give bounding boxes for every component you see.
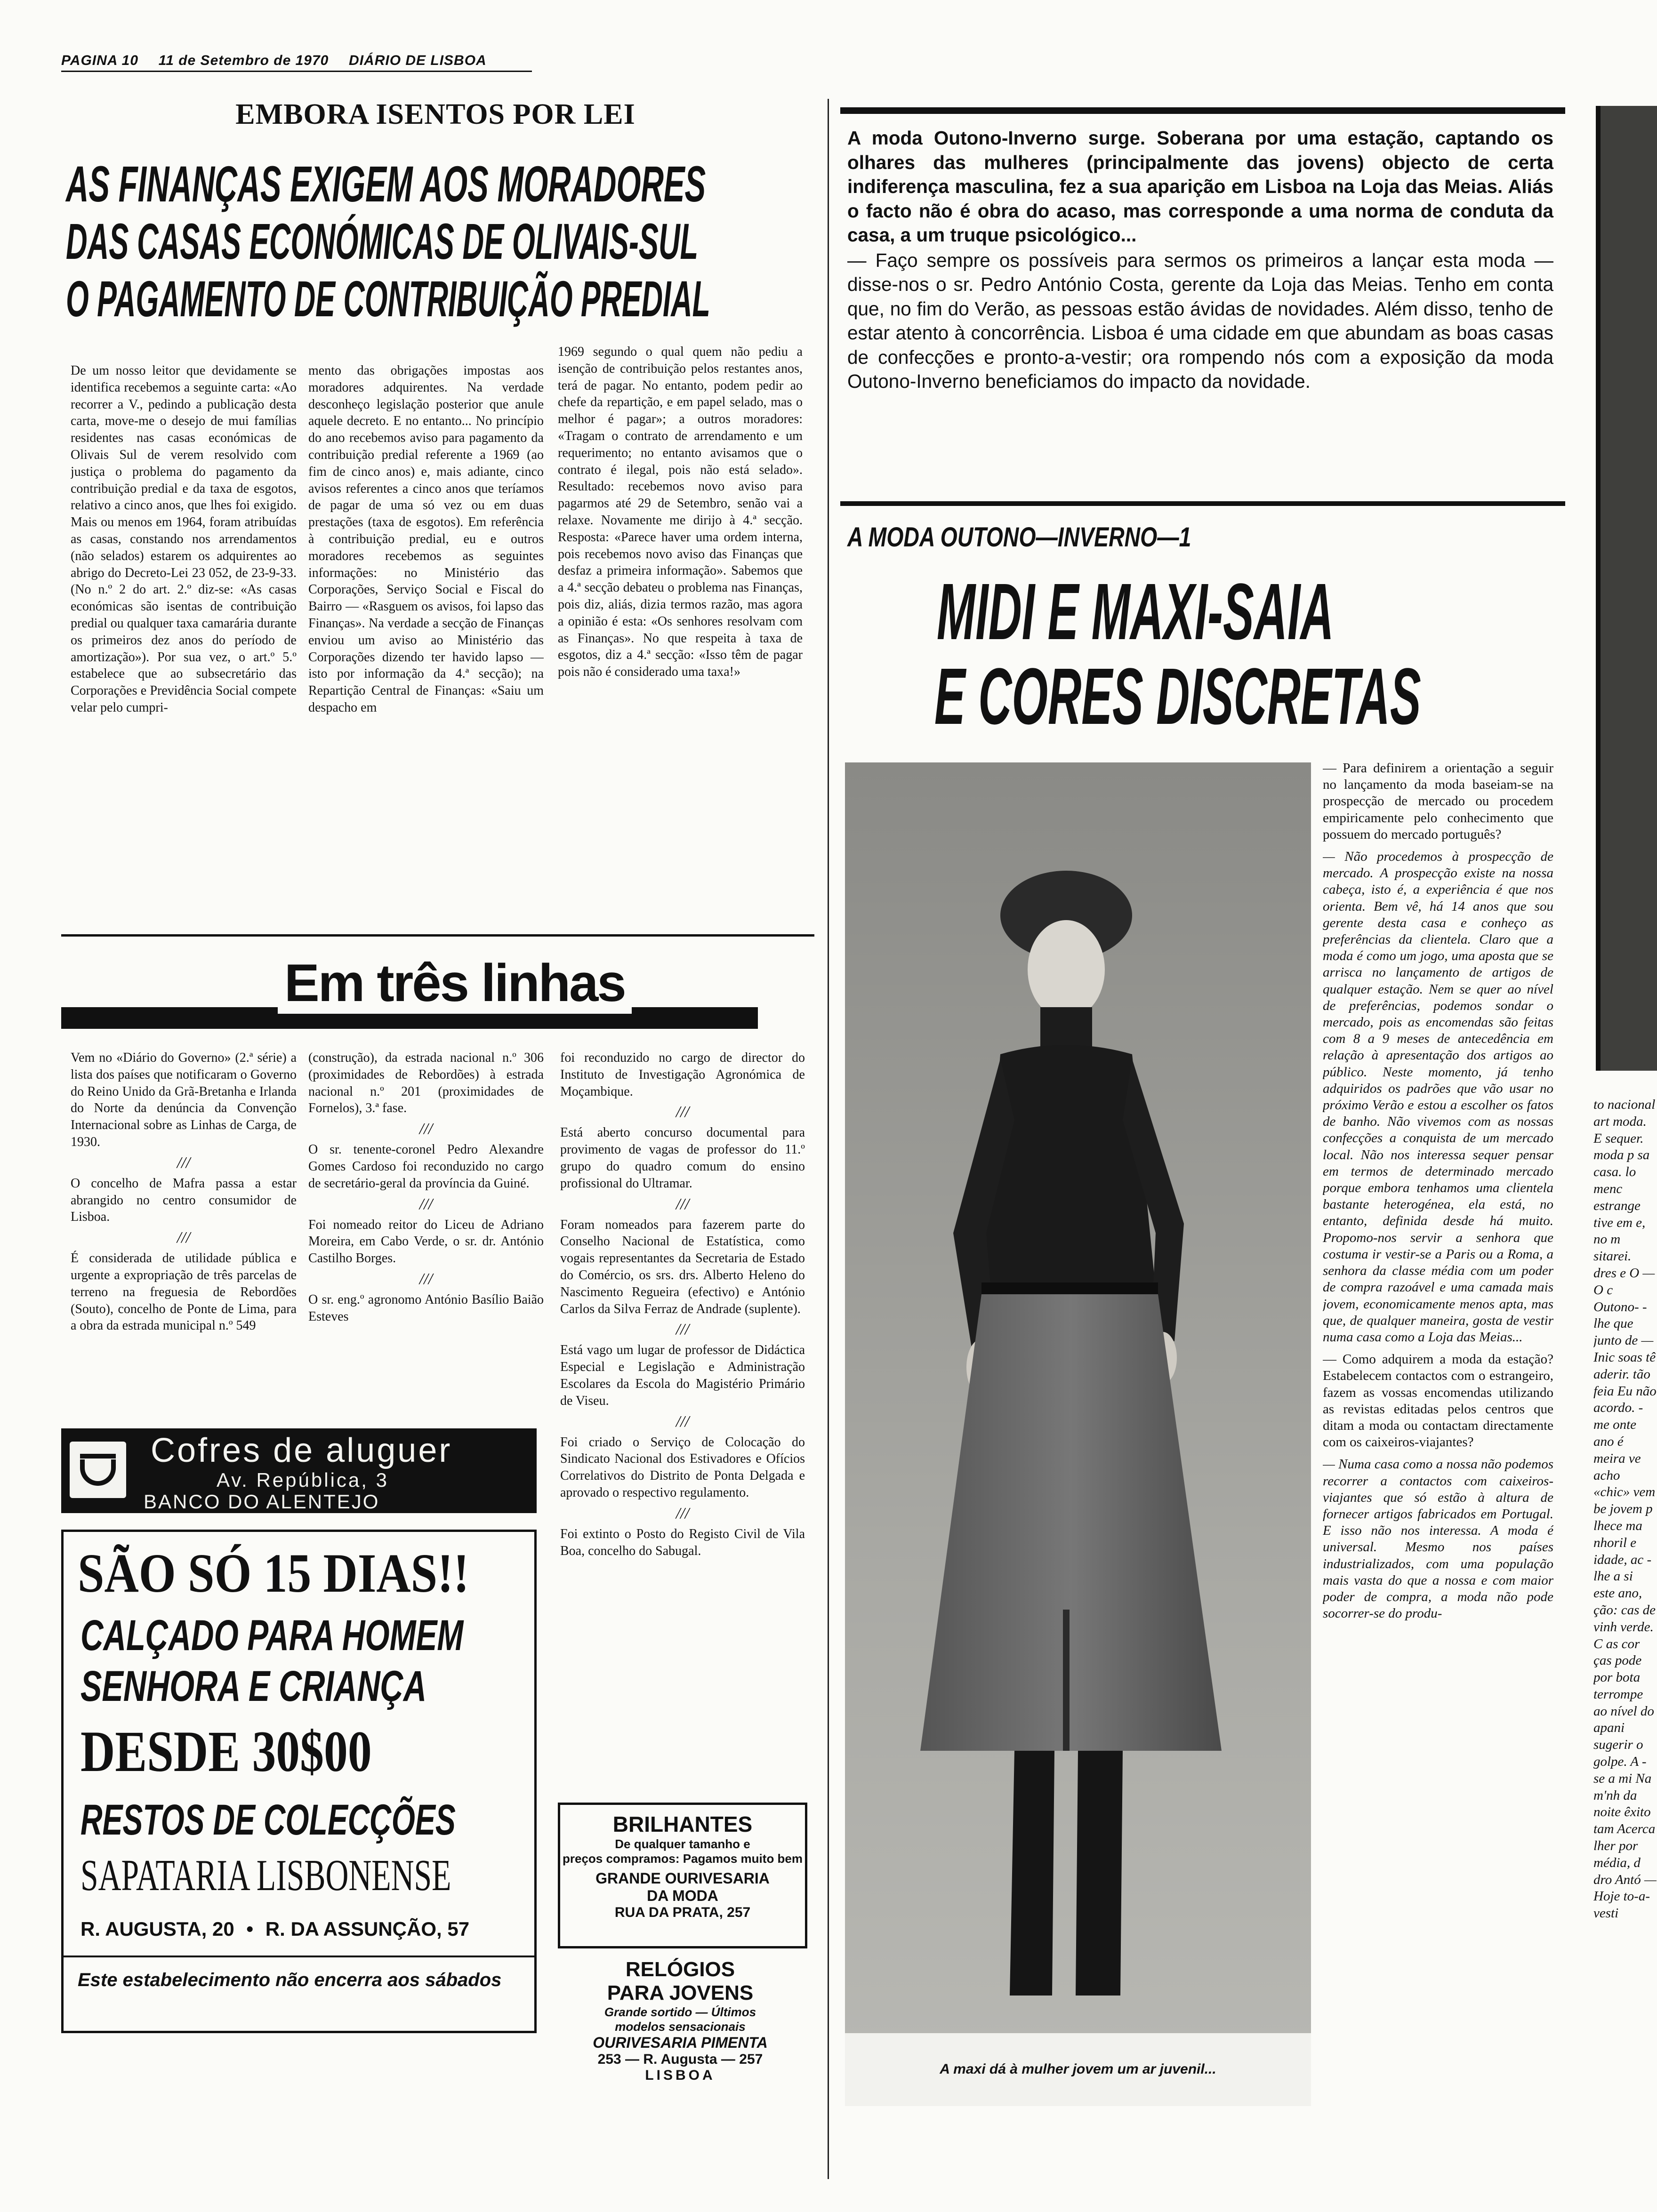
header-rule [61,71,532,72]
shoes-address-1: R. AUGUSTA, 20 [80,1918,234,1940]
fashion-photo [845,762,1311,2106]
brief-item: O concelho de Mafra passa a estar abrangido no centro consumidor de Lisboa. [71,1176,297,1225]
brief-separator: /// [676,1103,690,1121]
brilhantes-line: De qualquer tamanho e [615,1837,750,1851]
shoes-line-3: SENHORA E CRIANÇA [80,1662,427,1710]
right-intro-bold: A moda Outono-Inverno surge. Soberana por uma estação, captando os olhares das mulheres (principalmente das jovens) objecto de certa indiferença masculina, fez a sua aparição em Lisboa na Loja das Meias. Aliás o facto não é obra do acaso, mas corresponde a uma norma de conduta da casa, a um truque psicológico... [847,127,1553,246]
brief-item: O sr. tenente-coronel Pedro Alexandre Gomes Cardoso foi reconduzido no cargo de secretário-geral da província da Guiné. [308,1142,544,1191]
brief-separator: /// [676,1321,690,1338]
edge-photo [1596,106,1657,1071]
tres-linhas-col-1 [71,1050,297,1334]
ad-banco-alentejo [61,1428,537,1513]
page-date: 11 de Setembro de 1970 [158,53,329,68]
right-mid-rule [840,501,1565,506]
brief-item: Está vago um lugar de professor de Didáctica Especial e Legislação e Administração Escolares da Escola do Magistério Primário de Viseu. [560,1343,805,1408]
interview-answer: — Não procedemos à prospecção de mercado. A prospecção existe na nossa cabeça, isto é, a experiência é que nos orienta. Bem vê, há 14 anos que sou gerente desta casa e conheço as preferências da clientela. Claro que a moda é como um jogo, uma aposta que se arrisca no lançamento de artigos de qualquer estação. Nem se quer ao nível de preferências, podemos sondar o mercado, pois as encomendas são feitas com 8 a 9 meses de antecedência em relação à apresentação dos artigos ao público. Neste momento, já tenho adquiridos os padrões que vão usar no próximo Verão e estou a escolher os fatos de banho. Não vivemos com as nossas confecções a conquista de um mercado local. Não nos interessa sequer pensar em termos de determinado mercado porque embora tenhamos uma clientela bastante heterogénea, ela está, no entanto, definida desde há muito. Propomo-nos servir a senhora que costuma ir vestir-se a Paris ou a Roma, a senhora da classe média com um poder de compra razoável e uma camada mais jovem, economicamente menos apta, mas que, de qualquer maneira, gosta de vestir numa casa como a Loja das Meias... [1323,849,1553,1345]
bank-line-2: Av. República, 3 [217,1469,389,1491]
brief-item: O sr. eng.º agronomo António Basílio Baião Esteves [308,1292,544,1324]
tres-linhas-col-3 [560,1050,805,1559]
headline-line-2: DAS CASAS ECONÓMICAS DE OLIVAIS-SUL [66,213,699,270]
brilhantes-line: preços compramos: Pagamos muito bem [562,1851,803,1866]
brief-item: Vem no «Diário do Governo» (2.ª série) a lista dos países que notificaram o Governo do Reino Unido da Grã-Bretanha e Irlanda do Norte da denúncia da Convenção Internacional sobre as Linhas de Carga, de 1930. [71,1050,297,1149]
shoes-footer: Este estabelecimento não encerra aos sábados [78,1970,502,1990]
brilhantes-line: RUA DA PRATA, 257 [614,1905,751,1920]
brief-item: foi reconduzido no cargo de director do Instituto de Investigação Agronómica de Moçambique. [560,1050,805,1099]
ad-relogios [558,1958,803,2099]
brief-item: (construção), da estrada nacional n.º 306 (proximidades de Rebordões) à estrada nacional n.º 201 (proximidades de Fornelos), 3.ª fase. [308,1050,544,1116]
brief-item: Foi criado o Serviço de Colocação do Sindicato Nacional dos Estivadores e Ofícios Correlativos do Distrito de Ponta Delgada e aprovado o respectivo regulamento. [560,1435,805,1500]
shoes-line-1: SÃO SÓ 15 DIAS!! [78,1542,469,1604]
interview-question: — Como adquirem a moda da estação? Estabelecem contactos com o estrangeiro, fazem as vossas encomendas utilizando as revistas editadas pelos centros que ditam a moda ou contactam directamente com os caixeiros-viajantes? [1323,1352,1553,1450]
bank-line-1: Cofres de aluguer [151,1432,452,1469]
edge-column: to nacional art moda. E sequer. moda p sa casa. lo menc estrange tive em e, no m sitarei. dres e O — O c Outono- -lhe que junto de — Inic soas tê aderir. tão feia Eu não acordo. -me onte ano é meira ve acho «chic» vem be jovem p lhece ma nhoril e idade, ac -lhe a si este ano, ção: cas de vinh verde. C as cor ças pode por bota terrompe ao nível do apani sugerir o golpe. A -se a mi Na m'nh da noite êxito tam Acerca lher por média, d dro Antó — Hoje to-a-vesti [1593,1097,1657,1921]
tres-linhas-col-2 [308,1050,544,1325]
brief-item: É considerada de utilidade pública e urgente a expropriação de três parcelas de terreno na freguesia de Rebordões (Souto), concelho de Ponte de Lima, para a obra da estrada municipal n.º 549 [71,1251,297,1333]
woman-in-maxi-skirt-icon [845,762,1311,2106]
relogios-line: modelos sensacionais [615,2020,746,2034]
right-intro-rest: — Faço sempre os possíveis para sermos os primeiros a lançar esta moda — disse-nos o sr. Pedro António Costa, gerente da Loja das Meias. Tenho em conta que, no fim do Verão, as pessoas estão ávidas de novidades. Além disso, tenho de estar atento à concorrência. Lisboa é uma cidade em que abundam as boas casas de confecções e pronto-a-vestir; ora rompendo nós com a exposição da moda Outono-Inverno beneficiamos do impacto da novidade. [847,249,1553,392]
brief-item: Foram nomeados para fazerem parte do Conselho Nacional de Estatística, como vogais representantes da Secretaria de Estado do Comércio, os srs. drs. Alberto Heleno do Nascimento Regueira (efectivo) e António Carlos da Silva Ferraz de Andrade (suplente). [560,1217,805,1316]
right-headline-2: E CORES DISCRETAS [934,652,1421,741]
brief-item: Foi extinto o Posto do Registo Civil de Vila Boa, concelho do Sabugal. [560,1526,805,1558]
left-story-col-3: 1969 segundo o qual quem não pediu a isenção de contribuição pelos restantes anos, terá de pagar. No entanto, podem pedir ao chefe da repartição, e em papel selado, mas o melhor é pagar»; a outros moradores: «Tragam o contrato de arrendamento e um requerimento; no entanto avisamos que o contrato é ilegal, pois não está selado». Resultado: recebemos novo aviso para pagarmos até 29 de Setembro, senão vai a relaxe. Novamente me dirijo à 4.ª secção. Resposta: «Parece haver uma ordem interna, pois recebemos novo aviso das Finanças que desfaz a primeira informação». Sabemos que a 4.ª secção debateu o problema nas Finanças, pois diz, aliás, dizia termos razão, mas agora a opinião é esta: «Os senhores resolvam com as Finanças». No que respeita à taxa de esgotos, diz a 4.ª secção: «Isso têm de pagar pois não é considerado uma taxa!» [558,345,803,680]
tres-linhas-title: Em três linhas [278,953,632,1014]
tres-linhas-banner [61,955,814,1035]
shoes-address-2: R. DA ASSUNÇÃO, 57 [265,1918,470,1940]
headline-line-3: O PAGAMENTO DE CONTRIBUIÇÃO PREDIAL [66,270,710,327]
page-header [61,53,487,69]
shoes-line-4: DESDE 30$00 [80,1719,372,1784]
left-story-col-2: mento das obrigações impostas aos moradores adquirentes. Na verdade desconheço legislação posterior que anule aquele decreto. E no entanto... No princípio do ano recebemos aviso para pagamento da contribuição predial referente a 1969 (ao fim de cinco anos) e, mais adiante, cinco avisos referentes a cinco anos que teríamos de pagar de uma só vez ou em duas prestações (taxa de esgotos). Em referência à contribuição predial, eu e outros moradores recebemos as seguintes informações: no Ministério das Corporações, Serviço Social e Fiscal do Bairro — «Rasguem os avisos, foi lapso das Finanças». Na verdade a secção de Finanças enviou um aviso ao Ministério das Corporações dizendo ter havido lapso — isto por informação da 4.ª secção); na Repartição Central de Finanças: «Saiu um despacho em [308,363,544,715]
page-number: PAGINA 10 [61,53,139,68]
interview-column [1323,760,1553,2125]
right-headline-1: MIDI E MAXI-SAIA [937,567,1334,657]
relogios-title: PARA JOVENS [607,1981,754,2004]
interview-question: — Para definirem a orientação a seguir no lançamento da moda baseiam-se na prospecção de mercado ou procedem empiricamente pelo conhecimento que possuem do mercado português? [1323,761,1553,842]
right-kicker: A MODA OUTONO—INVERNO—1 [847,522,1191,553]
brief-separator: /// [177,1154,191,1171]
left-story-kicker: EMBORA ISENTOS POR LEI [235,98,635,130]
interview-answer: — Numa casa como a nossa não podemos recorrer a contactos com caixeiros-viajantes que só estão à altura de fornecer artigos fabricados em Portugal. E isso não nos interessa. A moda é universal. Mesmo nos países industrializados, com uma população mais vasta do que a nossa e com maior poder de compra, a moda não pode socorrer-se do produ- [1323,1457,1553,1621]
brief-item: Está aberto concurso documental para provimento de vagas de professor do 11.º grupo do quadro comum do ensino profissional do Ultramar. [560,1125,805,1191]
relogios-line: 253 — R. Augusta — 257 [597,2052,763,2067]
brilhantes-line: GRANDE OURIVESARIA [595,1870,770,1887]
brief-separator: /// [676,1412,690,1430]
relogios-line: LISBOA [645,2068,716,2083]
right-top-rule [840,107,1565,114]
brief-separator: /// [419,1120,433,1138]
brief-separator: /// [419,1195,433,1213]
paper-name: DIÁRIO DE LISBOA [349,53,487,68]
shoes-line-6: SAPATARIA LISBONENSE [80,1851,451,1900]
bank-logo [70,1442,126,1498]
ad-sapataria [61,1530,537,2033]
column-divider [828,99,829,2179]
brilhantes-title: BRILHANTES [612,1812,753,1836]
brief-separator: /// [419,1270,433,1288]
relogios-line: OURIVESARIA PIMENTA [593,2034,768,2051]
left-story-headline [66,155,810,328]
tres-linhas-rule-top [61,934,814,937]
ad-brilhantes [558,1803,807,1948]
relogios-line: Grande sortido — Últimos [604,2005,756,2019]
bank-line-3: BANCO DO ALENTEJO [144,1491,380,1513]
relogios-title: RELÓGIOS [625,1958,735,1981]
right-intro [847,126,1553,394]
brief-separator: /// [177,1229,191,1247]
shoes-line-2: CALÇADO PARA HOMEM [80,1611,464,1659]
photo-caption: A maxi dá à mulher jovem um ar juvenil... [940,2061,1216,2077]
brief-separator: /// [676,1195,690,1213]
headline-line-1: AS FINANÇAS EXIGEM AOS MORADORES [66,155,706,212]
brief-separator: /// [676,1504,690,1522]
shoes-address: R. AUGUSTA, 20 • R. DA ASSUNÇÃO, 57 [80,1918,470,1940]
left-story-col-1: De um nosso leitor que devidamente se identifica recebemos a seguinte carta: «Ao recorrer a V., pedindo a publicação desta carta, move-me o desejo de mui famílias residentes nas casas económicas de Olivais Sul de verem resolvido com justiça o problema do pagamento da contribuição predial e da taxa de esgotos, relativo a cinco anos, que lhes foi exigido. Mais ou menos em 1964, foram atribuídas as casas, constando nos arrendamentos (não selados) estarem os adquirentes ao abrigo do Decreto-Lei 23 052, de 23-9-33. (No n.º 2 do art. 2.º diz-se: «As casas económicas são isentas de contribuição predial ou qualquer taxa camarária durante os primeiros dez anos do período de amortização»). Por sua vez, o art.º 5.º estabelece que ao subsecretário das Corporações e Previdência Social compete velar pelo cumpri- [71,363,297,715]
brief-item: Foi nomeado reitor do Liceu de Adriano Moreira, em Cabo Verde, o sr. dr. António Castilho Borges. [308,1217,544,1266]
shoes-line-5: RESTOS DE COLECÇÕES [80,1796,456,1844]
brilhantes-line: DA MODA [647,1887,718,1904]
